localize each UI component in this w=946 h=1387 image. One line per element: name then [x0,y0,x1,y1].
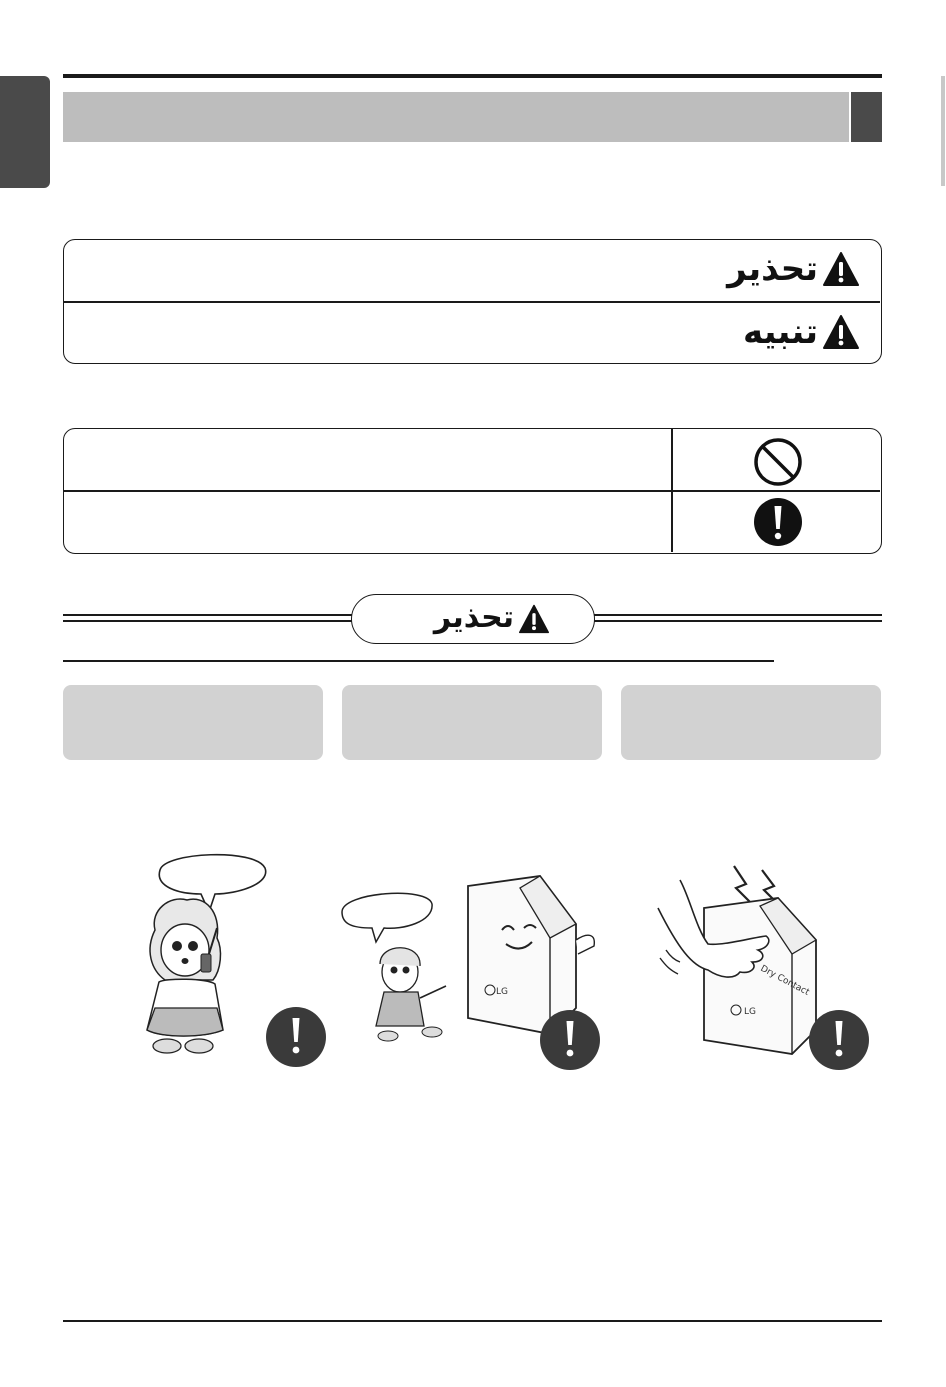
section-heading-pill [351,594,595,644]
device-label: Dry Contact [758,963,811,998]
section-rule-right-bottom [592,620,882,622]
chapter-tab [0,76,50,188]
girl-with-phone-illustration [125,850,335,1070]
header-rule [63,74,882,78]
instruction-card-3 [621,685,881,760]
exclamation-circle-icon [752,496,804,548]
legend-warning-row [727,249,860,290]
instruction-card-2 [342,685,602,760]
warning-triangle-icon [822,251,860,287]
legend-caution-row [740,313,860,353]
girl-and-device-illustration [340,868,605,1070]
section-rule-right-top [592,614,882,616]
page-edge-mark [941,76,945,186]
warning-triangle-icon [822,314,860,350]
symbols-column-divider [671,429,673,552]
warning-label: تحذير [727,249,818,289]
subsection-rule [63,660,774,662]
footer-rule [63,1320,882,1322]
device-brand: LG [496,987,508,997]
section-rule-left-bottom [63,620,352,622]
device-brand: LG [744,1007,756,1017]
hand-on-device-illustration [650,858,872,1072]
caution-label: تنبيه [742,312,818,352]
instruction-card-1 [63,685,323,760]
title-bar [63,92,849,142]
section-title: تحذير [433,600,514,635]
legend-divider [64,301,880,303]
section-rule-left-top [63,614,352,616]
title-bar-cap [851,92,882,142]
prohibition-icon [752,436,804,488]
symbols-divider [64,490,880,492]
warning-triangle-icon [518,604,550,634]
